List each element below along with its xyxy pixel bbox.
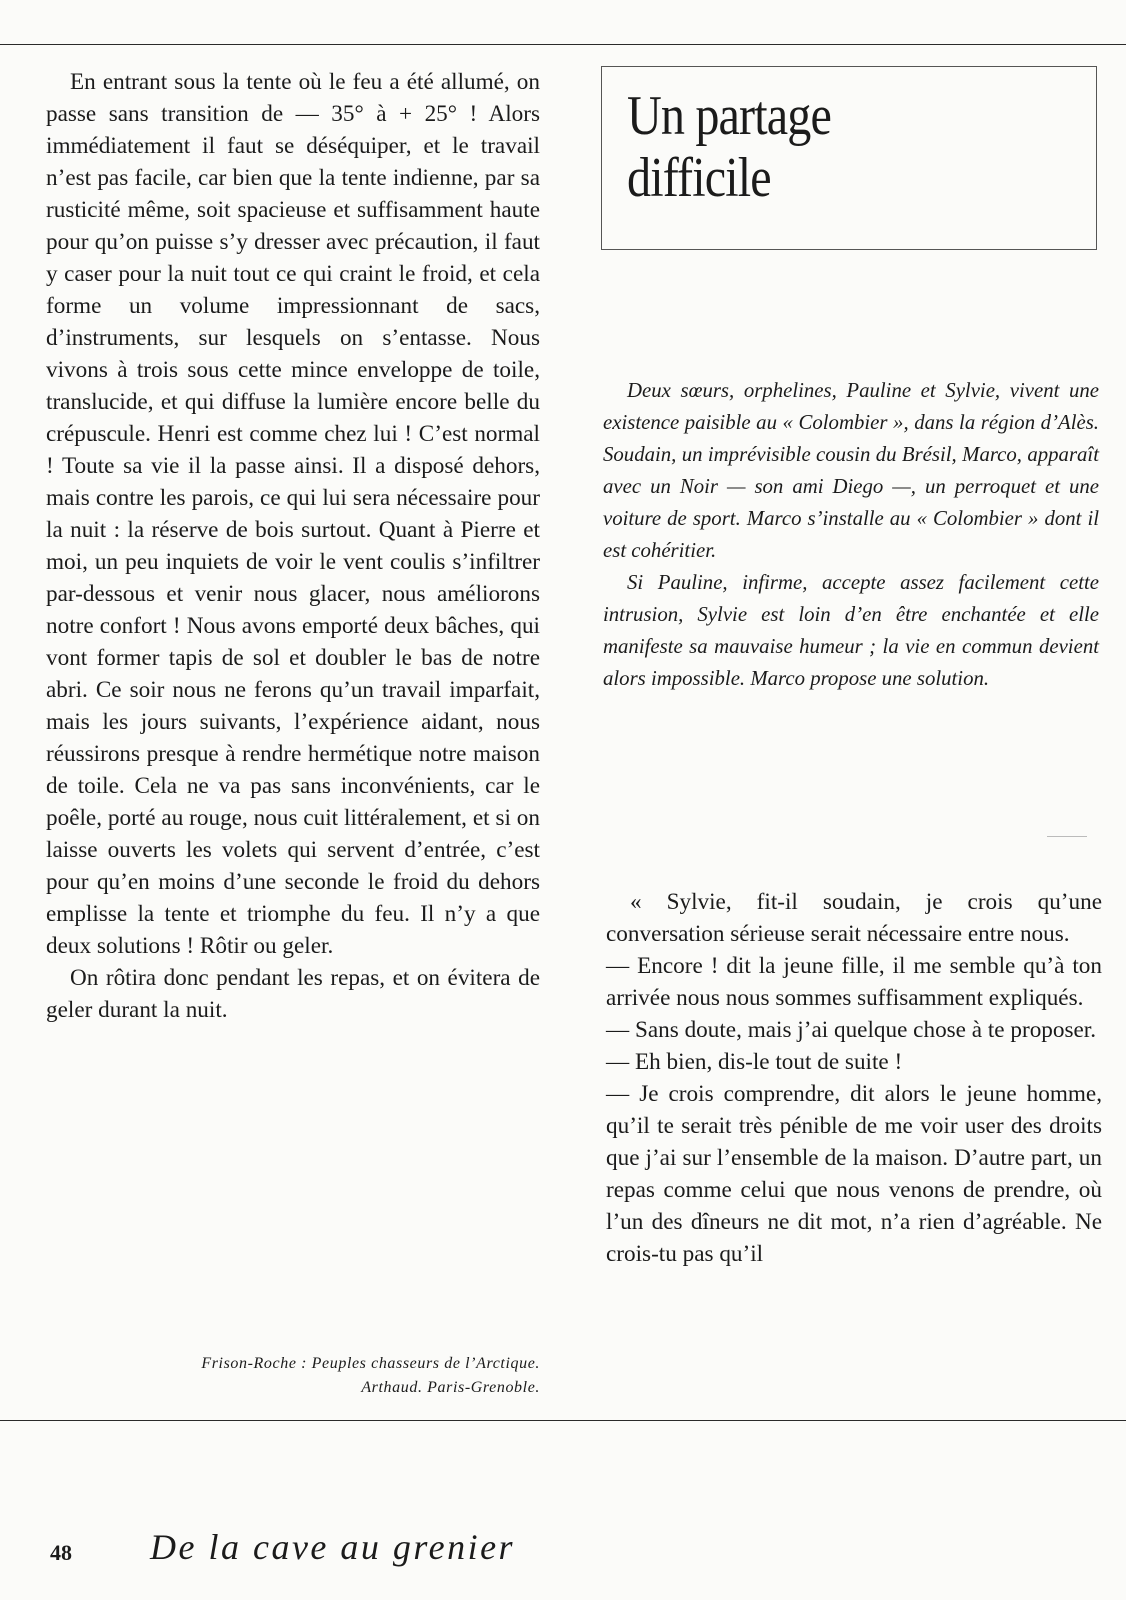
running-title: De la cave au grenier xyxy=(150,1527,516,1567)
summary-paragraph-2: Si Pauline, infirme, accepte assez facilement cette intrusion, Sylvie est loin d’en être enchantée et elle manifeste sa mauvaise humeur ; la vie en commun devient alors impossible. Marco propose une solution. xyxy=(603,571,1099,690)
left-paragraph-1: En entrant sous la tente où le feu a été allumé, on passe sans transition de — 35° à + 25° ! Alors immédiatement il faut se déséquiper, et le travail n’est pas facile, car bien que la tente indienne, par sa rusticité même, soit spacieuse et suffisamment haute pour qu’on puisse s’y dresser avec précaution, il faut y caser pour la nuit tout ce qui craint le froid, et cela forme un volume impressionnant de sacs, d’instruments, sur lesquels on s’entasse. Nous vivons à trois sous cette mince enveloppe de toile, translucide, et qui diffuse la lumière encore belle du crépuscule. Henri est comme chez lui ! C’est normal ! Toute sa vie il la passe ainsi. Il a disposé dehors, mais contre les parois, ce qui lui sera nécessaire pour la nuit : la réserve de bois surtout. Quant à Pierre et moi, un peu inquiets de voir le vent coulis s’infiltrer par-dessous et venir nous glacer, nous améliorons notre confort ! Nous avons emporté deux bâches, qui vont former tapis de sol et doubler le bas de notre abri. Ce soir nous ne ferons qu’un travail imparfait, mais les jours suivants, l’expérience aidant, nous réussirons presque à rendre hermétique notre maison de toile. Cela ne va pas sans inconvénients, car le poêle, porté au rouge, nous cuit littéralement, et si on laisse ouverts les volets qui servent d’entrée, c’est pour qu’en moins d’une seconde le froid du dehors emplisse la tente et triomphe du feu. Il n’y a que deux solutions ! Rôtir ou geler. xyxy=(46,69,540,959)
title-line-1: Un partage xyxy=(627,85,832,147)
citation xyxy=(60,1352,540,1400)
left-paragraph-2: On rôtira donc pendant les repas, et on évitera de geler durant la nuit. xyxy=(46,965,540,1023)
footer xyxy=(46,1526,746,1586)
dialogue-3: — Sans doute, mais j’ai quelque chose à te proposer. xyxy=(606,1017,1097,1043)
page-number: 48 xyxy=(50,1540,72,1565)
dialogue-2: — Encore ! dit la jeune fille, il me semble qu’à ton arrivée nous nous sommes suffisamment expliqués. xyxy=(606,953,1102,1011)
left-column xyxy=(46,66,540,1026)
dialogue-column xyxy=(606,886,1102,1270)
bottom-rule xyxy=(0,1420,1126,1421)
citation-line-2: Arthaud. Paris-Grenoble. xyxy=(361,1379,540,1396)
dialogue-5: — Je crois comprendre, dit alors le jeune homme, qu’il te serait très pénible de me voir user des droits que j’ai sur l’ensemble de la maison. D’autre part, un repas comme celui que nous venons de prendre, où l’un des dîneurs ne dit mot, n’a rien d’agréable. Ne crois-tu pas qu’il xyxy=(606,1081,1102,1267)
summary-paragraph-1: Deux sœurs, orphelines, Pauline et Sylvie, vivent une existence paisible au « Colombier », dans la région d’Alès. Soudain, un imprévisible cousin du Brésil, Marco, apparaît avec un Noir — son ami Diego —, un perroquet et une voiture de sport. Marco s’installe au « Colombier » dont il est cohéritier. xyxy=(603,379,1099,562)
dialogue-4: — Eh bien, dis-le tout de suite ! xyxy=(606,1049,903,1075)
title-line-2: difficile xyxy=(627,147,771,209)
article-title xyxy=(627,85,1005,209)
title-box xyxy=(601,66,1097,250)
top-rule xyxy=(0,44,1126,45)
dialogue-1: « Sylvie, fit-il soudain, je crois qu’une conversation sérieuse serait nécessaire entre nous. xyxy=(606,889,1102,947)
citation-line-1: Frison-Roche : Peuples chasseurs de l’Arctique. xyxy=(201,1355,540,1372)
summary xyxy=(603,375,1099,695)
separator-dash xyxy=(1047,836,1087,837)
